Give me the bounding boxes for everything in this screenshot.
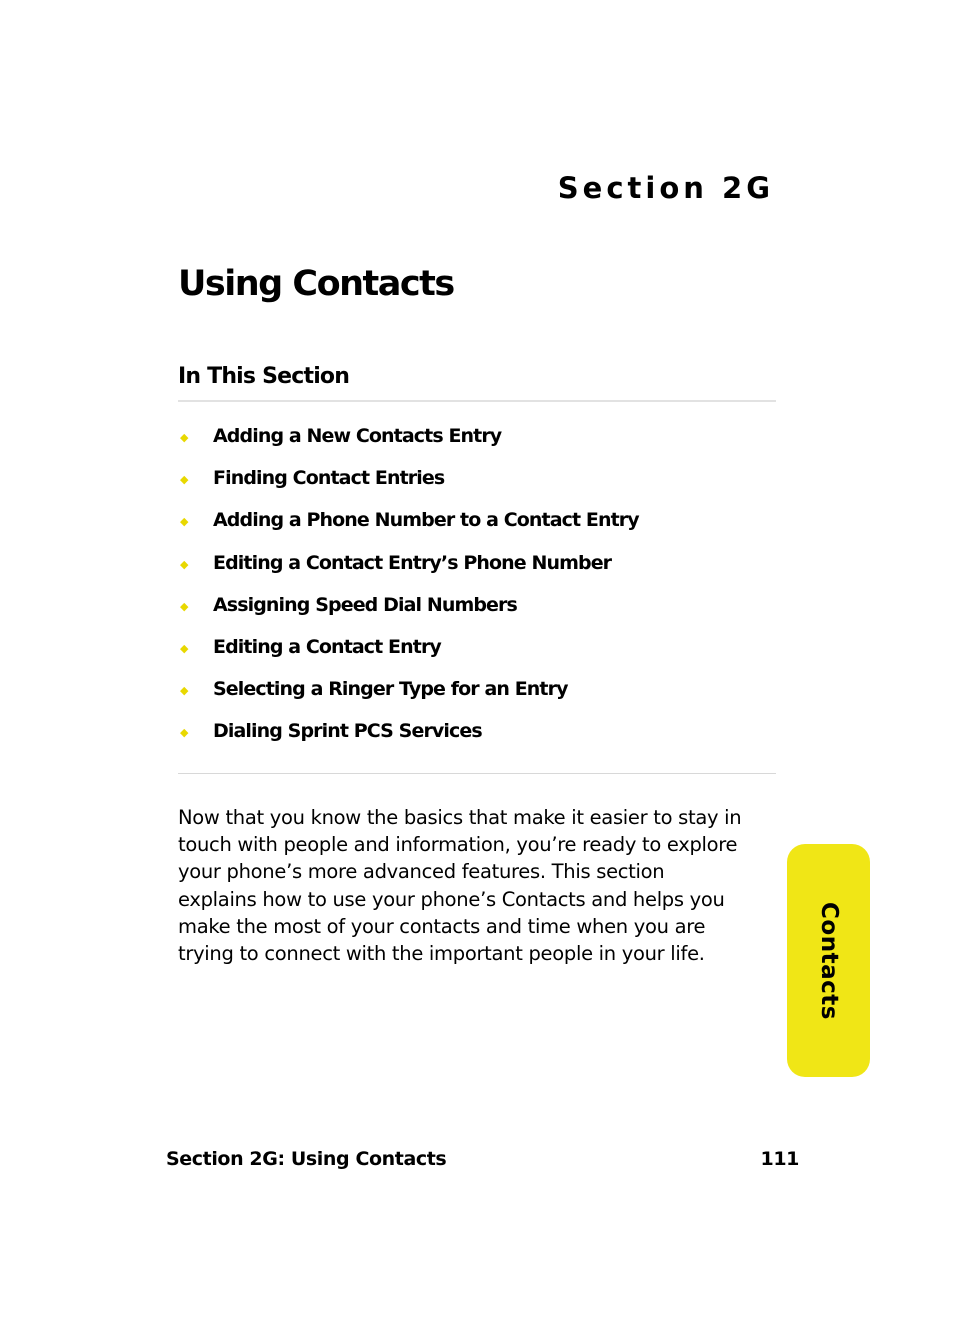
side-tab (787, 844, 870, 1077)
intro-paragraph: Now that you know the basics that make it easier to stay in touch with people and information, you’re ready to explore your phone’s more advanced features. This section explains how to use your phone’s Contacts and helps you make the most of your contacts and time when you are trying to connect with the important people in your life. (178, 806, 742, 966)
list-item (178, 630, 776, 672)
list-item-label: Finding Contact Entries (213, 467, 445, 490)
list-item (178, 588, 776, 630)
list-item-label: Selecting a Ringer Type for an Entry (213, 678, 568, 701)
list-item (178, 461, 776, 503)
list-item (178, 503, 776, 545)
page-footer (166, 1145, 799, 1173)
list-item-label: Adding a Phone Number to a Contact Entry (213, 509, 639, 532)
list-item (178, 546, 776, 588)
top-divider (178, 400, 776, 402)
page-title: Using Contacts (178, 264, 454, 304)
section-label: Section 2G (557, 171, 774, 205)
diamond-bullet-icon: ◆ (180, 642, 189, 655)
diamond-bullet-icon: ◆ (180, 516, 189, 529)
diamond-bullet-icon: ◆ (180, 685, 189, 698)
list-item (178, 714, 776, 756)
list-item (178, 419, 776, 461)
list-item-label: Assigning Speed Dial Numbers (213, 593, 517, 616)
in-this-section-heading: In This Section (178, 364, 350, 389)
diamond-bullet-icon: ◆ (180, 600, 189, 613)
diamond-bullet-icon: ◆ (180, 558, 189, 571)
bottom-divider (178, 773, 776, 774)
side-tab-label: Contacts (815, 901, 842, 1020)
page-number: 111 (760, 1148, 799, 1170)
footer-section-title: Section 2G: Using Contacts (166, 1148, 447, 1170)
list-item-label: Dialing Sprint PCS Services (213, 720, 482, 743)
list-item-label: Editing a Contact Entry (213, 635, 441, 658)
diamond-bullet-icon: ◆ (180, 727, 189, 740)
section-contents-list (178, 419, 776, 757)
list-item-label: Adding a New Contacts Entry (213, 425, 502, 447)
list-item-label: Editing a Contact Entry’s Phone Number (213, 551, 612, 574)
diamond-bullet-icon: ◆ (180, 432, 189, 444)
list-item (178, 672, 776, 714)
diamond-bullet-icon: ◆ (180, 474, 189, 487)
